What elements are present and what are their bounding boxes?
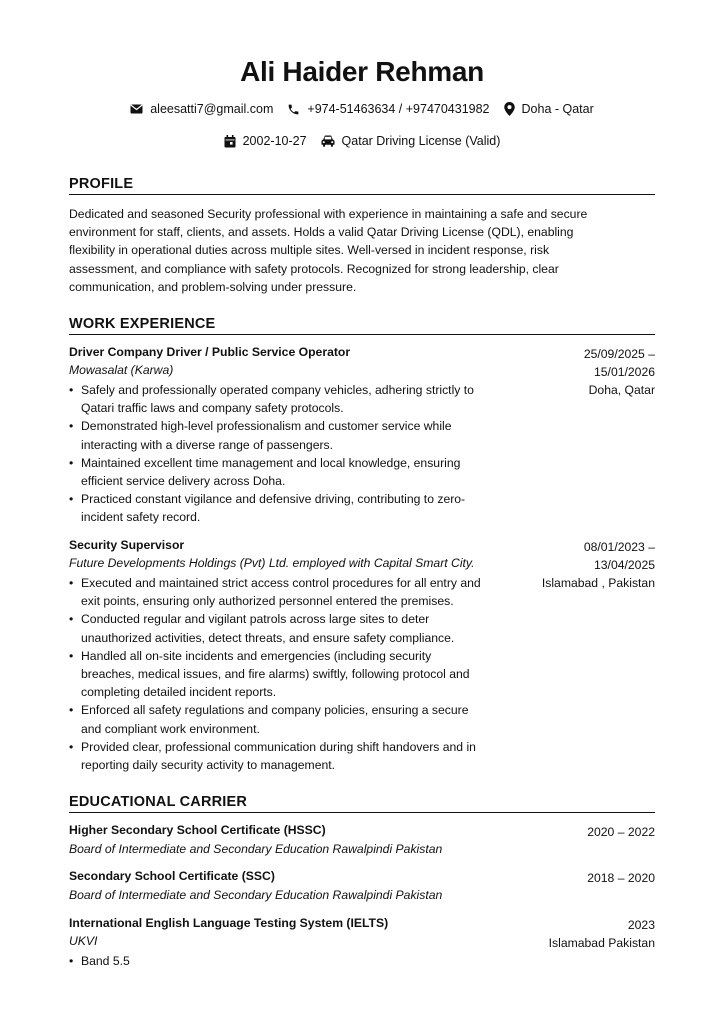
education-bullet: • Band 5.5 xyxy=(69,952,369,970)
job-bullet: • Enforced all safety regulations and company policies, ensuring a secure and compliant work environment. xyxy=(69,701,529,737)
profile-summary xyxy=(69,205,655,296)
job-date-start: 25/09/2025 – xyxy=(583,347,655,361)
candidate-name: Ali Haider Rehman xyxy=(240,56,484,87)
phone-icon xyxy=(287,103,300,116)
education-bullet-list xyxy=(69,952,369,970)
profile-line: assessment, and compliance with safety protocols. Recognized for strong leadership, clear xyxy=(69,261,559,276)
education-title: Secondary School Certificate (SSC) xyxy=(69,869,275,883)
location-contact xyxy=(504,102,594,116)
education-date: 2023 xyxy=(627,918,655,932)
job-bullet: • Conducted regular and vigilant patrols across large sites to deter unauthorized activities, detect threats, and ensure safety compliance. xyxy=(69,610,529,646)
profile-line: flexibility in operational duties across multiple sites. Well-versed in incident response, risk xyxy=(69,243,550,258)
job-bullet-list xyxy=(69,574,529,774)
education-title: International English Language Testing System (IELTS) xyxy=(69,916,389,930)
job-bullet: • Handled all on-site incidents and emergencies (including security breaches, medical issues, and fire alarms) swiftly, following protocol and completing detailed incident reports. xyxy=(69,647,529,702)
job-bullet: • Provided clear, professional communication during shift handovers and in reporting daily security activity to management. xyxy=(69,738,529,774)
job-bullet: • Practiced constant vigilance and defensive driving, contributing to zero- incident safety record. xyxy=(69,490,519,526)
phone-text: +974-51463634 / +97470431982 xyxy=(307,102,490,116)
car-icon xyxy=(321,135,335,147)
job-title: Driver Company Driver / Public Service Operator xyxy=(69,345,351,359)
education-institution: Board of Intermediate and Secondary Education Rawalpindi Pakistan xyxy=(69,888,443,902)
job-location: Doha, Qatar xyxy=(588,383,655,398)
job-date-end: 13/04/2025 xyxy=(594,558,655,573)
education-date: 2020 – 2022 xyxy=(587,825,655,839)
email-text: aleesatti7@gmail.com xyxy=(150,102,274,116)
profile-line: environment for staff, clients, and assets. Holds a valid Qatar Driving License (QDL), enabling xyxy=(69,225,574,240)
section-title-education: EDUCATIONAL CARRIER xyxy=(69,794,655,813)
job-bullet: • Demonstrated high-level professionalism and customer service while interacting with a diverse range of passengers. xyxy=(69,417,519,453)
education-date: 2018 – 2020 xyxy=(587,871,655,885)
contact-row-primary xyxy=(0,102,724,116)
map-pin-icon xyxy=(504,102,515,116)
job-date-location xyxy=(584,345,655,400)
location-text: Doha - Qatar xyxy=(521,102,594,116)
license-text: Qatar Driving License (Valid) xyxy=(341,134,501,148)
section-title-work-experience: WORK EXPERIENCE xyxy=(69,316,655,335)
birthdate-contact xyxy=(224,134,307,148)
contact-row-secondary xyxy=(0,134,724,148)
education-title: Higher Secondary School Certificate (HSSC) xyxy=(69,823,326,837)
job-company: Mowasalat (Karwa) xyxy=(69,363,174,377)
education-date-location xyxy=(549,916,655,952)
job-bullet: • Maintained excellent time management and local knowledge, ensuring efficient service delivery across Doha. xyxy=(69,454,519,490)
job-title: Security Supervisor xyxy=(69,538,185,552)
job-date-start: 08/01/2023 – xyxy=(583,540,655,554)
job-date-location xyxy=(542,538,655,593)
education-location: Islamabad Pakistan xyxy=(548,936,655,951)
education-institution: UKVI xyxy=(69,934,98,948)
profile-line: communication, and problem-solving under pressure. xyxy=(69,279,357,294)
job-date-end: 15/01/2026 xyxy=(594,365,655,380)
job-location: Islamabad , Pakistan xyxy=(541,576,655,591)
email-contact[interactable] xyxy=(130,102,273,116)
license-contact xyxy=(321,134,501,148)
profile-line: Dedicated and seasoned Security professional with experience in maintaining a safe and secure xyxy=(69,207,588,221)
section-title-profile: PROFILE xyxy=(69,176,655,195)
calendar-icon xyxy=(224,135,236,148)
education-institution: Board of Intermediate and Secondary Education Rawalpindi Pakistan xyxy=(69,842,443,856)
phone-contact[interactable] xyxy=(287,102,489,116)
job-company: Future Developments Holdings (Pvt) Ltd. employed with Capital Smart City. xyxy=(69,556,475,570)
birthdate-text: 2002-10-27 xyxy=(242,134,307,148)
envelope-icon xyxy=(130,104,143,114)
job-bullet: • Safely and professionally operated company vehicles, adhering strictly to Qatari traffic laws and company safety protocols. xyxy=(69,381,519,417)
job-bullet-list xyxy=(69,381,519,527)
job-bullet: • Executed and maintained strict access control procedures for all entry and exit points, ensuring only authorized personnel entered the premises. xyxy=(69,574,529,610)
